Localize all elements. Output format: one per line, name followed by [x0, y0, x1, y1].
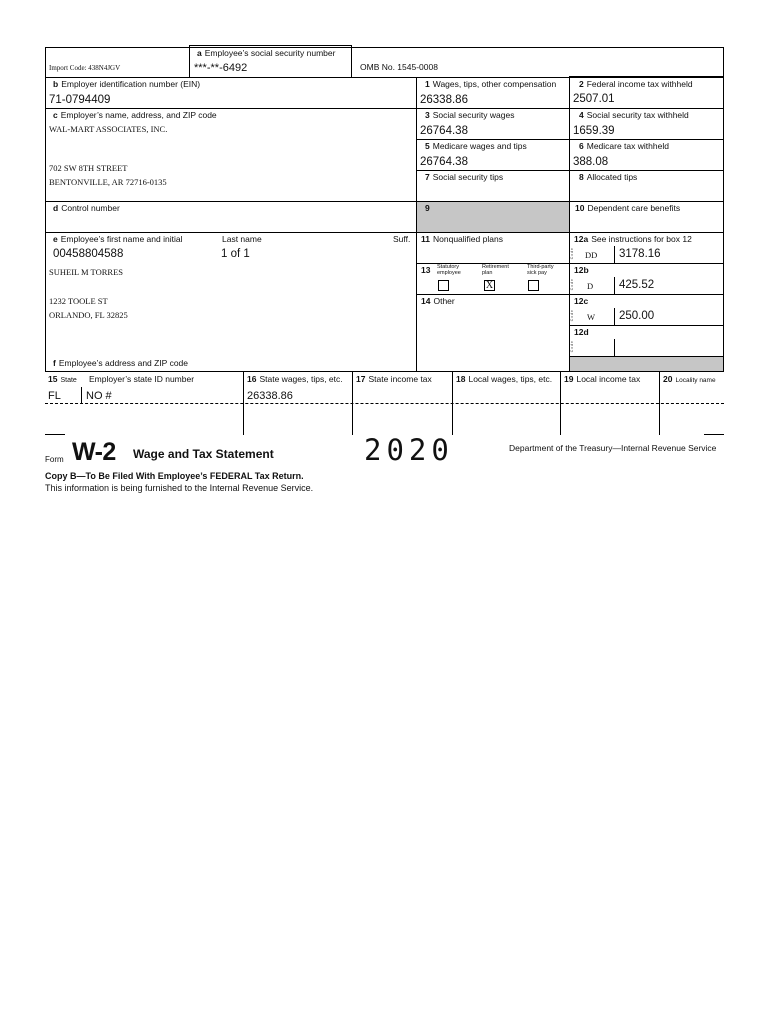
form-name: W-2 — [72, 438, 116, 466]
employee-name: SUHEIL M TORRES — [49, 267, 123, 277]
box-5-label: 5 Medicare wages and tips — [425, 141, 527, 151]
box-e-label: e Employee’s first name and initial — [53, 234, 183, 244]
employee-city: ORLANDO, FL 32825 — [49, 310, 128, 320]
employer-name: WAL-MART ASSOCIATES, INC. — [49, 124, 168, 134]
box-12a-code: DD — [585, 250, 598, 260]
box-3-value: 26764.38 — [420, 125, 468, 137]
department-label: Department of the Treasury—Internal Revenue Service — [509, 443, 717, 453]
box-8-label: 8 Allocated tips — [579, 172, 638, 182]
box-12d-side-label: C o d e — [570, 341, 574, 353]
copy-b-line: Copy B—To Be Filed With Employee’s FEDERAL Tax Return. — [45, 471, 304, 481]
employer-street: 702 SW 8TH STREET — [49, 163, 128, 173]
box-12c-side-label: C o d e — [570, 310, 574, 322]
box-b-label: b Employer identification number (EIN) — [53, 79, 201, 89]
box-12c-label: 12c — [574, 296, 589, 306]
suffix-label: Suff. — [393, 234, 411, 244]
box-12a-amount: 3178.16 — [619, 248, 661, 260]
box-18-label: 18 Local wages, tips, etc. — [456, 374, 553, 384]
third-party-sick-pay-label: Third-party sick pay — [527, 264, 554, 276]
box-12b-label: 12b — [574, 265, 589, 275]
ssn-value: ***-**-6492 — [194, 62, 248, 74]
info-line: This information is being furnished to the Internal Revenue Service. — [45, 483, 314, 493]
box-a-label: a Employee’s social security number — [197, 48, 336, 58]
box-12c-amount: 250.00 — [619, 310, 655, 322]
ein-value: 71-0794409 — [49, 94, 111, 106]
state-wages-value: 26338.86 — [247, 390, 293, 402]
box-12a-label: 12a See instructions for box 12 — [574, 234, 692, 244]
box-d-label: d Control number — [53, 203, 120, 213]
omb-number: OMB No. 1545-0008 — [360, 62, 438, 72]
box-9-label: 9 — [425, 203, 430, 213]
box-2-label: 2 Federal income tax withheld — [579, 79, 693, 89]
statutory-employee-checkbox[interactable] — [438, 280, 449, 291]
box-12b-code: D — [587, 281, 594, 291]
box-15-id-label: Employer’s state ID number — [89, 374, 195, 384]
box-4-value: 1659.39 — [573, 125, 615, 137]
box-2-value: 2507.01 — [573, 93, 615, 105]
retirement-plan-label: Retirement plan — [482, 264, 509, 276]
box-4-label: 4 Social security tax withheld — [579, 110, 689, 120]
state-value: FL — [48, 390, 61, 402]
box-11-label: 11 Nonqualified plans — [421, 234, 503, 244]
tax-year: 2020 — [364, 433, 454, 467]
box-12a-side-label: C o d e — [570, 248, 574, 260]
box-12c-code: W — [587, 312, 596, 322]
box-14-label: 14 Other — [421, 296, 455, 306]
box-6-value: 388.08 — [573, 156, 609, 168]
last-name-label: Last name — [222, 234, 262, 244]
box-15-label: 15 State — [48, 374, 77, 384]
box-7-label: 7 Social security tips — [425, 172, 504, 182]
box-5-value: 26764.38 — [420, 156, 468, 168]
box-3-label: 3 Social security wages — [425, 110, 515, 120]
box-13-label: 13 — [421, 265, 431, 275]
box-f-label: f Employee’s address and ZIP code — [53, 358, 188, 368]
form-word: Form — [45, 455, 64, 464]
box-12d-label: 12d — [574, 327, 589, 337]
third-party-sick-pay-checkbox[interactable] — [528, 280, 539, 291]
box-1-value: 26338.86 — [420, 94, 468, 106]
form-title: Wage and Tax Statement — [133, 447, 274, 461]
box-12b-amount: 425.52 — [619, 279, 655, 291]
retirement-plan-checkbox[interactable]: X — [485, 280, 494, 291]
box-16-label: 16 State wages, tips, etc. — [247, 374, 343, 384]
box-12b-side-label: C o d e — [570, 279, 574, 291]
state-id-value: NO # — [86, 390, 112, 402]
employer-city: BENTONVILLE, AR 72716-0135 — [49, 177, 167, 187]
box-1-label: 1 Wages, tips, other compensation — [425, 79, 557, 89]
box-6-label: 6 Medicare tax withheld — [579, 141, 669, 151]
statutory-employee-label: Statutory employee — [437, 264, 461, 276]
box-c-label: c Employer’s name, address, and ZIP code — [53, 110, 217, 120]
import-code: Import Code: 438N4JGV — [49, 64, 121, 72]
page-count-value: 1 of 1 — [221, 248, 250, 260]
employee-street: 1232 TOOLE ST — [49, 296, 108, 306]
box-10-label: 10 Dependent care benefits — [575, 203, 681, 213]
employee-id-value: 00458804588 — [53, 248, 124, 260]
box-17-label: 17 State income tax — [356, 374, 432, 384]
box-19-label: 19 Local income tax — [564, 374, 641, 384]
box-20-label: 20 Locality name — [663, 374, 716, 384]
